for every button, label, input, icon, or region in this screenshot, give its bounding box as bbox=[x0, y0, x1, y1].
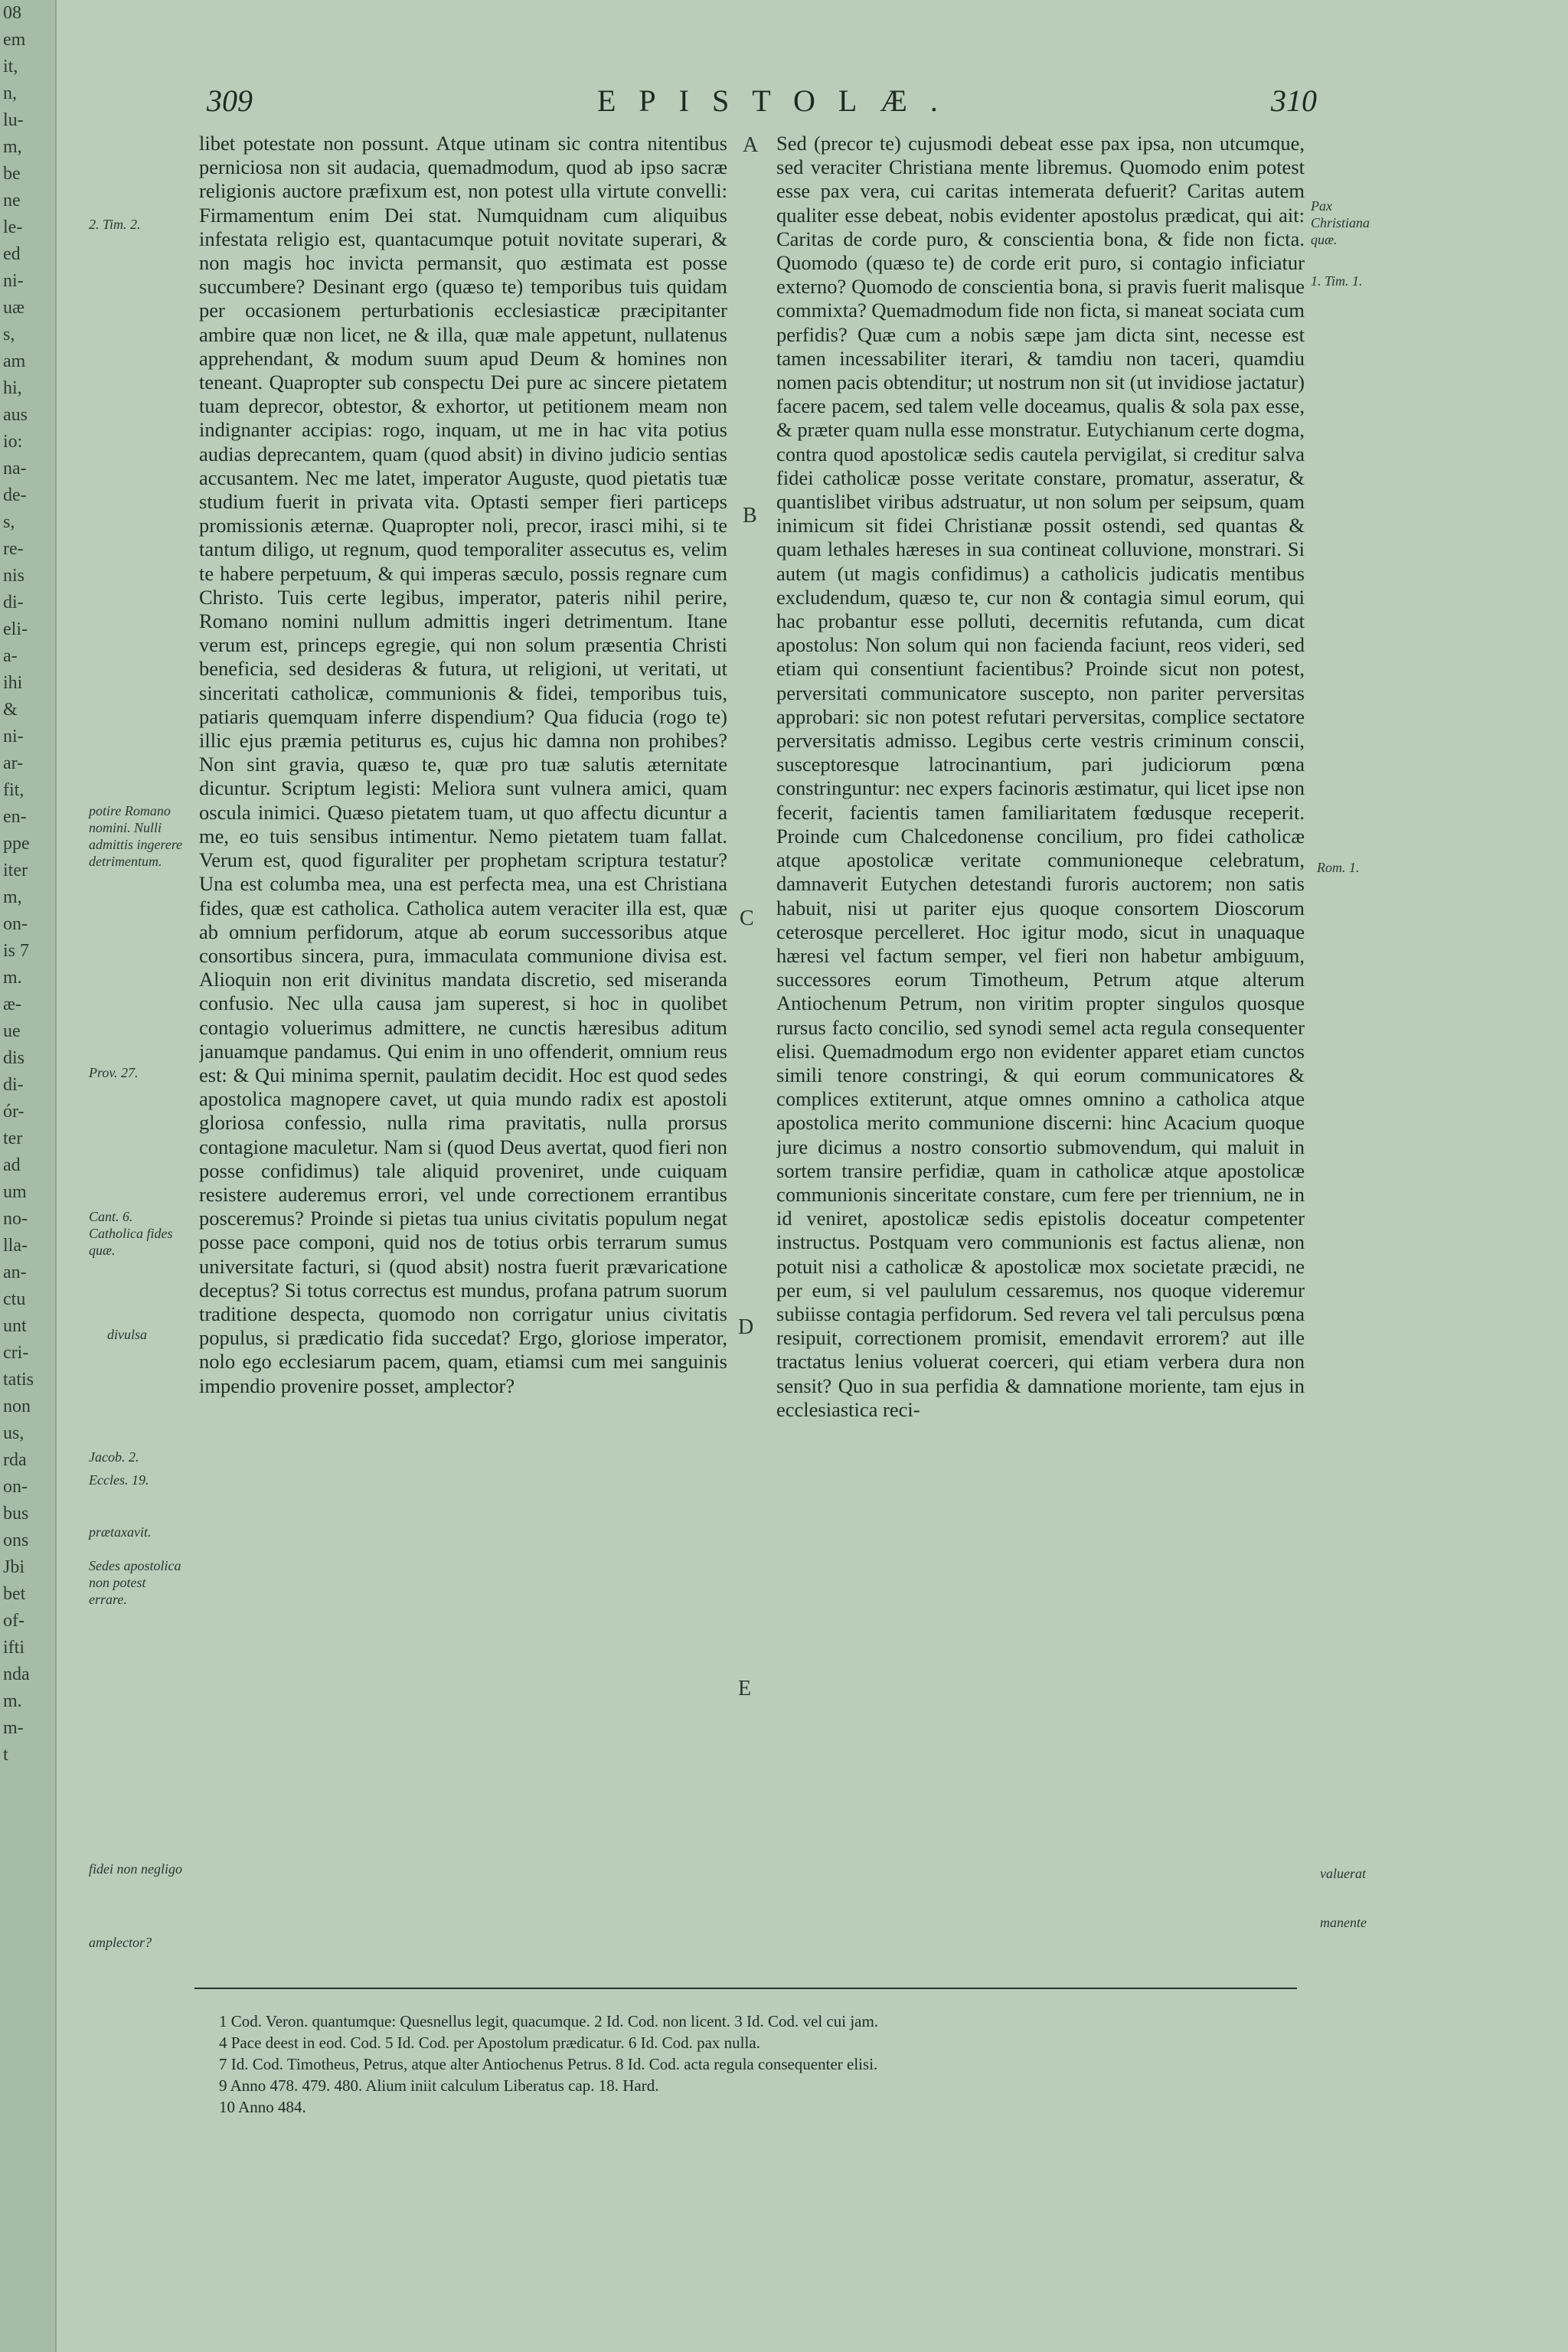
edge-fragment: be bbox=[3, 164, 21, 184]
edge-fragment: ad bbox=[3, 1155, 21, 1175]
edge-fragment: ifti bbox=[3, 1638, 24, 1658]
edge-fragment: m. bbox=[3, 968, 22, 988]
edge-fragment: le- bbox=[3, 217, 23, 237]
edge-fragment: s, bbox=[3, 512, 15, 532]
margin-note-left: Jacob. 2. bbox=[89, 1449, 139, 1465]
edge-fragment: cri- bbox=[3, 1343, 29, 1363]
edge-fragment: en- bbox=[3, 807, 27, 827]
edge-fragment: m, bbox=[3, 887, 22, 907]
edge-fragment: eli- bbox=[3, 619, 28, 639]
edge-fragment: ctu bbox=[3, 1289, 26, 1309]
edge-fragment: na- bbox=[3, 459, 27, 479]
edge-fragment: rda bbox=[3, 1450, 27, 1470]
edge-fragment: em bbox=[3, 30, 26, 50]
edge-fragment: non bbox=[3, 1396, 31, 1416]
section-mark: B bbox=[743, 504, 757, 528]
edge-fragment: re- bbox=[3, 539, 24, 559]
edge-fragment: aus bbox=[3, 405, 28, 425]
margin-note-right: Pax Christiana quæ. bbox=[1311, 198, 1370, 247]
edge-fragment: ar- bbox=[3, 753, 24, 773]
right-column-text: Sed (precor te) cujusmodi debeat esse pax ipsa, non utcumque, sed veraciter Christiana mente libremus. Quomodo enim potest esse pax vera, cui caritas intemerata defuerit? Caritas autem qualiter esse debeat, nobis evidenter apostolus prædicat, qui ait: Caritas de corde puro, & conscientia bona, & fide non ficta. Quomodo (quæso te) de corde erit puro, si contagio inficiatur externo? Quomodo de conscientia bona, si pravis fuerit malisque commixta? Quemadmodum fide non ficta, si maneat sociata cum perfidis? Quæ cum a nobis sæpe jam dicta sint, necesse est tamen incessabiliter iterari, & tamdiu non taceri, quamdiu nomen pacis obtenditur; ut nostrum non sit (ut invidiose jactatur) facere pacem, sed talem velle doceamus, qualis & sola pax esse, & præter quam nulla esse monstratur. Eutychianum certe dogma, contra quod apostolicæ sedis cautela pervigilat, si creditur salva fidei catholicæ posse veritate constare, promatur, asseratur, & quantislibet viribus adstruatur, ut non solum per seipsum, quam inimicum sit fidei Christianæ possit ostendi, sed quantas & quam lethales hæreses in sua contineat colluvione, monstrari. Si autem (ut magis confidimus) a catholicis judicatis mentibus excludendum, quæso te, cur non & contagia simul eorum, qui hac probantur esse polluti, decernitis refutanda, cum dicat apostolus: Non solum qui non facienda faciunt, reos videri, sed etiam qui consentiunt facientibus? Proinde sicut non potest, perversitati communicatore suscepto, non pariter perversitas approbari: sic non potest refutari perversitas, complice sectatore perversitatis admisso. Legibus certe vestris criminum conscii, susceptoresque latrocinantium, pari judiciorum pœna constringuntur: nec expers facinoris æstimatur, qui licet ipse non fecerit, facientis tamen familiaritatem fœdusque receperit. Proinde cum Chalcedonense concilium, pro fidei catholicæ atque apostolicæ veritate communioneque celebratum, damnaverit Eutychen detestandi furoris auctorem; non satis habuit, nisi ut pariter ejus quoque consortem Dioscorum ceterosque percelleret. Hoc igitur modo, sicut in unaquaque hæresi vel factum semper, vel fieri non habetur ambiguum, successores eorum Timotheum, Petrum atque alterum Antiochenum Petrum, non viritim propter singulos quosque rursus facto concilio, sed synodi semel acta regula consequenter elisi. Quemadmodum ergo non evidenter apparet etiam cunctos simili tenore constringi, & qui eorum communicatores & complices extiterunt, atque omnes omnino a catholica atque apostolica merito communione discerni: hinc Acacium quoque jure dicimus a nostro consortio submovendum, qui maluit in sortem transire perfidiæ, quam in catholicæ atque apostolicæ communionis sinceritate constare, cum fere per triennium, ne in id veniret, apostolicæ sedis epistolis doceatur competenter instructus. Postquam vero communionis est factus alienæ, non potuit nisi a catholicæ & apostolicæ mox societate præcidi, ne per eum, si vel paululum cessaremus, nos quoque videremur subiisse contagia perfidorum. Sed revera vel tali perculsus pœna resipuit, correctionem promisit, emendavit errorem? aut ille tractatus lenius voluerat coerceri, qui etiam verbera dura non sensit? Quo in sua perfidia & damnatione moriente, tam ejus in ecclesiastica reci- bbox=[776, 132, 1305, 1421]
edge-fragment: ni- bbox=[3, 727, 24, 746]
left-column-text: libet potestate non possunt. Atque utinam sic contra nitentibus perniciosa non sit audacia, quemadmodum, quod ab ipso sacræ religionis auctore præfixum est, non potest ulla virtute convelli: Firmamentum enim Dei stat. Numquidnam cum aliquibus infestata religio est, quantacumque potuit novitate superari, & non magis hoc invicta permansit, quo æstimata est posse succumbere? Desinant ergo (quæso te) temporibus tuis quidam per occasionem perturbationis ecclesiasticæ præcipitanter ambire quæ non licet, ne & illa, quæ male appetunt, nullatenus apprehendant, & modum suum apud Deum & homines non teneant. Quapropter sub conspectu Dei pure ac sincere pietatem tuam deprecor, obtestor, & exhortor, ut petitionem meam non indignanter accipias: rogo, inquam, ut me in hac vita potius audias deprecantem, quam (quod absit) in divino judicio sentias accusantem. Nec me latet, imperator Auguste, quod pietatis tuæ studium fuerit in privata vita. Optasti semper fieri particeps promissionis æternæ. Quapropter noli, precor, irasci mihi, si te tantum diligo, ut regnum, quod temporaliter assecutus es, velim te habere perpetuum, & qui imperas sæculo, possis regnare cum Christo. Tuis certe legibus, imperator, pateris nihil perire, Romano nomini nullum admittis ingeri detrimentum. Itane verum est, princeps egregie, qui non solum præsentia Christi beneficia, sed desideras & futura, ut religioni, ut veritati, ut sinceritati catholicæ, communionis & fidei, temporibus tuis, patiaris quemquam inferre dispendium? Qua fiducia (rogo te) illic ejus præmia petiturus es, cujus hic damna non prohibes? Non sint gravia, quæso te, quæ pro tuæ salutis æternitate dicuntur. Scriptum legisti: Meliora sunt vulnera amici, quam oscula inimici. Quæso pietatem tuam, ut quo affectu dicuntur a me, eo tuis sensibus intimentur. Nemo pietatem tuam fallat. Verum est, quod figuraliter per prophetam scriptura testatur? Una est columba mea, una est perfecta mea, una est Christiana fides, quæ est catholica. Catholica autem veraciter illa est, quæ ab omnium perfidorum, atque ab eorum successoribus atque consortibus sincera, pura, immaculata communione divisa est. Alioquin non erit divinitus mandata discretio, sed miseranda confusio. Nec ulla causa jam superest, si hoc in quolibet contagio voluerimus admittere, ne cunctis hæresibus aditum januamque pandamus. Qui enim in uno offenderit, omnium reus est: & Qui minima spernit, paulatim decidit. Hoc est quod sedes apostolica magnopere cavet, ut quia mundo radix est apostoli gloriosa confessio, nulla rima pravitatis, nulla prorsus contagione maculetur. Nam si (quod Deus avertat, quod fieri non posse confidimus) tale aliquid proveniret, unde cuiquam resistere auderemus errori, vel unde correctionem errantibus posceremus? Proinde si pietas tua unius civitatis populum negat posse pace componi, quid nos de totius orbis terrarum sumus universitate facturi, si (quod absit) nostra fuerit prævaricatione deceptus? Si totus correctus est mundus, profana patrum suorum traditione despecta, quomodo non corrigatur unius civitatis populus, si prædicatio fida succedat? Ergo, gloriose imperator, nolo ego ecclesiarum pacem, quam, etiamsi cum mei sanguinis impendio provenire posset, amplector? bbox=[199, 132, 727, 1397]
page-number-right: 310 bbox=[1271, 83, 1317, 118]
margin-note-left: Sedes apostolica non potest errare. bbox=[89, 1558, 181, 1607]
edge-fragment: of- bbox=[3, 1611, 24, 1631]
margin-note-left: Cant. 6. Catholica fides quæ. bbox=[89, 1209, 173, 1258]
edge-fragment: s, bbox=[3, 325, 15, 345]
edge-fragment: on- bbox=[3, 914, 28, 934]
margin-note-left: divulsa bbox=[107, 1327, 147, 1342]
edge-fragment: no- bbox=[3, 1209, 28, 1229]
edge-fragment: it, bbox=[3, 57, 18, 77]
edge-fragment: dis bbox=[3, 1048, 25, 1068]
page-number-left: 309 bbox=[207, 83, 253, 118]
edge-fragment: m, bbox=[3, 137, 22, 157]
margin-note-left: Prov. 27. bbox=[89, 1065, 139, 1080]
edge-fragment: ni- bbox=[3, 271, 24, 291]
edge-fragment: 08 bbox=[3, 3, 21, 23]
running-title: EPISTOLÆ. bbox=[597, 83, 961, 118]
edge-fragment: bet bbox=[3, 1584, 26, 1604]
margin-note-left: potire Romano nomini. Nulli admittis ingerere detrimentum. bbox=[89, 803, 183, 869]
edge-fragment: us, bbox=[3, 1423, 24, 1443]
edge-fragment: Jbi bbox=[3, 1557, 25, 1577]
edge-fragment: n, bbox=[3, 83, 17, 103]
margin-note-left: Eccles. 19. bbox=[89, 1472, 149, 1488]
edge-fragment: tatis bbox=[3, 1370, 34, 1390]
edge-fragment: io: bbox=[3, 432, 23, 452]
edge-fragment: a- bbox=[3, 646, 18, 666]
edge-fragment: ons bbox=[3, 1530, 29, 1550]
footnote-rule bbox=[194, 1988, 1297, 1989]
footnote-line: 1 Cod. Veron. quantumque: Quesnellus legit, quacumque. 2 Id. Cod. non licent. 3 Id. Cod. vel cui jam. bbox=[219, 2012, 879, 2030]
edge-fragment: am bbox=[3, 351, 26, 371]
edge-fragment: ppe bbox=[3, 834, 30, 854]
margin-note-right: manente bbox=[1320, 1915, 1367, 1930]
margin-note-left: prætaxavit. bbox=[89, 1524, 152, 1540]
edge-fragment: & bbox=[3, 700, 18, 720]
left-text-column bbox=[199, 132, 727, 1992]
margin-note-left: 2. Tim. 2. bbox=[89, 217, 141, 232]
section-mark: D bbox=[738, 1315, 754, 1339]
edge-fragment: nda bbox=[3, 1664, 30, 1684]
footnote-line: 10 Anno 484. bbox=[219, 2098, 306, 2116]
edge-fragment: uæ bbox=[3, 298, 25, 318]
edge-fragment: um bbox=[3, 1182, 27, 1202]
margin-note-left: fidei non negligo bbox=[89, 1861, 182, 1877]
edge-fragment: an- bbox=[3, 1263, 27, 1282]
edge-fragment: m- bbox=[3, 1718, 24, 1738]
edge-fragment: di- bbox=[3, 1075, 24, 1095]
edge-fragment: ter bbox=[3, 1129, 23, 1148]
footnote-line: 9 Anno 478. 479. 480. Alium iniit calculum Liberatus cap. 18. Hard. bbox=[219, 2076, 659, 2095]
edge-fragment: unt bbox=[3, 1316, 27, 1336]
edge-fragment: ed bbox=[3, 244, 21, 264]
margin-note-right: Rom. 1. bbox=[1317, 860, 1360, 875]
edge-fragment: ihi bbox=[3, 673, 23, 693]
right-text-column bbox=[776, 132, 1305, 1992]
edge-fragment: hi, bbox=[3, 378, 22, 398]
edge-fragment: iter bbox=[3, 861, 28, 880]
margin-note-right: 1. Tim. 1. bbox=[1311, 273, 1363, 289]
edge-fragment: di- bbox=[3, 593, 24, 612]
edge-fragment: lu- bbox=[3, 110, 24, 130]
edge-fragment: on- bbox=[3, 1477, 28, 1497]
footnotes bbox=[219, 2011, 1306, 2118]
margin-note-right: valuerat bbox=[1320, 1866, 1366, 1881]
edge-fragment: fit, bbox=[3, 780, 24, 800]
edge-fragment: de- bbox=[3, 485, 27, 505]
edge-fragment: t bbox=[3, 1745, 8, 1765]
section-mark: C bbox=[740, 906, 754, 930]
edge-fragment: nis bbox=[3, 566, 25, 586]
section-mark: A bbox=[743, 133, 759, 157]
edge-fragment: ór- bbox=[3, 1102, 24, 1122]
footnote-line: 7 Id. Cod. Timotheus, Petrus, atque alter Antiochenus Petrus. 8 Id. Cod. acta regula consequenter elisi. bbox=[219, 2055, 878, 2073]
edge-fragment: lla- bbox=[3, 1236, 28, 1256]
edge-fragment: ue bbox=[3, 1021, 21, 1041]
page-header bbox=[199, 83, 1317, 129]
edge-fragment: ne bbox=[3, 191, 21, 211]
edge-fragment: m. bbox=[3, 1691, 22, 1711]
edge-fragment: is 7 bbox=[3, 941, 30, 961]
section-mark: E bbox=[738, 1677, 752, 1700]
margin-note-left: amplector? bbox=[89, 1935, 152, 1950]
edge-fragment: bus bbox=[3, 1504, 29, 1524]
edge-fragment: æ- bbox=[3, 995, 21, 1014]
adjacent-page-edge bbox=[0, 0, 57, 2352]
footnote-line: 4 Pace deest in eod. Cod. 5 Id. Cod. per Apostolum prædicatur. 6 Id. Cod. pax nulla. bbox=[219, 2034, 760, 2052]
